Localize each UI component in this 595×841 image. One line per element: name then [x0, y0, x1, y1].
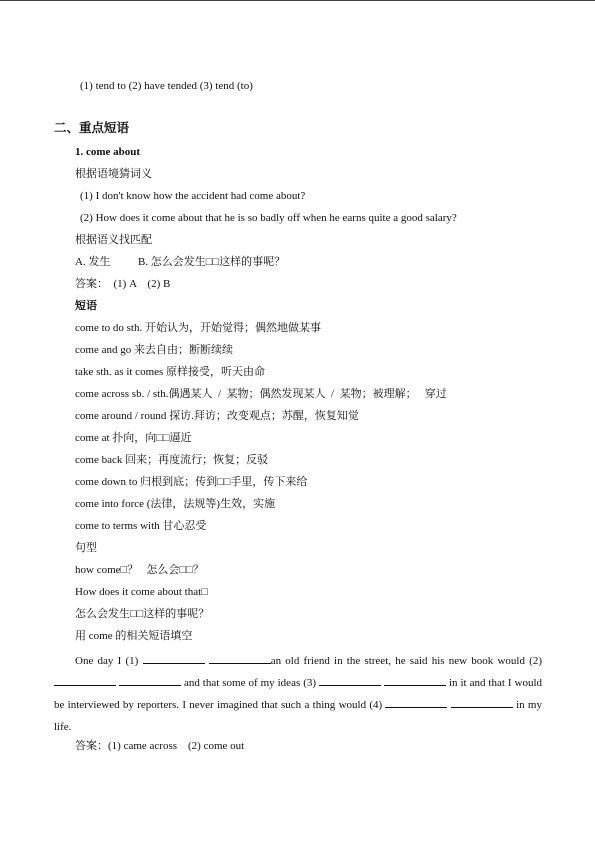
phrase-item: come back 回来；再度流行；恢复；反驳 — [75, 454, 269, 466]
answer-blank[interactable] — [143, 652, 205, 664]
answer-blank[interactable] — [451, 696, 513, 708]
answer-blank[interactable] — [209, 652, 271, 664]
phrase-item: take sth. as it comes 原样接受，听天由命 — [75, 366, 266, 378]
patterns-heading: 句型 — [75, 542, 97, 554]
exercise-text: an old friend in the street, he said his new book would (2) — [270, 655, 543, 667]
top-rule — [0, 0, 595, 1]
exercise-text: in my life. — [54, 699, 542, 733]
phrase-item: come to terms with 甘心忍受 — [75, 520, 207, 532]
example-sentence: (1) I don't know how the accident had come about? — [80, 190, 306, 202]
match-prompt: 根据语义找匹配 — [75, 234, 152, 246]
pattern-item: how come□？ 怎么会□□？ — [75, 564, 204, 576]
pattern-item: 怎么会发生□□这样的事呢？ — [75, 608, 210, 620]
phrase-item: come down to 归根到底；传到□□手里，传下来给 — [75, 476, 308, 488]
phrase-item: come to do sth. 开始认为，开始觉得；偶然地做某事 — [75, 322, 321, 334]
match-answer: 答案： (1) A (2) B — [75, 278, 171, 290]
item-title: 1. come about — [75, 146, 141, 158]
answer-blank[interactable] — [54, 674, 116, 686]
section-heading: 二、重点短语 — [54, 121, 130, 135]
exercise-text: in it and that I would be interviewed by reporters. I never imagined that such a thing would (4) — [54, 677, 543, 711]
match-options: A. 发生 B. 怎么会发生□□这样的事呢？ — [75, 256, 286, 268]
guess-prompt: 根据语境猜词义 — [75, 168, 152, 180]
phrases-heading: 短语 — [75, 300, 97, 312]
example-sentence: (2) How does it come about that he is so badly off when he earns quite a good salary? — [80, 212, 457, 224]
exercise-text: One day I (1) — [75, 655, 143, 667]
phrase-item: come at 扑向，向□□逼近 — [75, 432, 192, 444]
previous-answer: (1) tend to (2) have tended (3) tend (to) — [80, 80, 253, 92]
phrase-item: come into force (法律，法规等)生效，实施 — [75, 498, 276, 510]
exercise-text: and that some of my ideas (3) — [180, 677, 319, 689]
fill-prompt: 用 come 的相关短语填空 — [75, 630, 193, 642]
answer-blank[interactable] — [119, 674, 181, 686]
phrase-item: come and go 来去自由；断断续续 — [75, 344, 233, 356]
phrase-item: come across sb. / sth.偶遇某人 / 某物；偶然发现某人 / 某物；被理解； 穿过 — [75, 388, 447, 400]
exercise-paragraph — [54, 650, 542, 738]
final-answer: 答案：(1) came across (2) come out — [75, 740, 245, 752]
pattern-item: How does it come about that□ — [75, 586, 208, 598]
answer-blank[interactable] — [319, 674, 381, 686]
phrase-item: come around / round 探访.拜访；改变观点；苏醒，恢复知觉 — [75, 410, 359, 422]
answer-blank[interactable] — [385, 696, 447, 708]
answer-blank[interactable] — [384, 674, 446, 686]
